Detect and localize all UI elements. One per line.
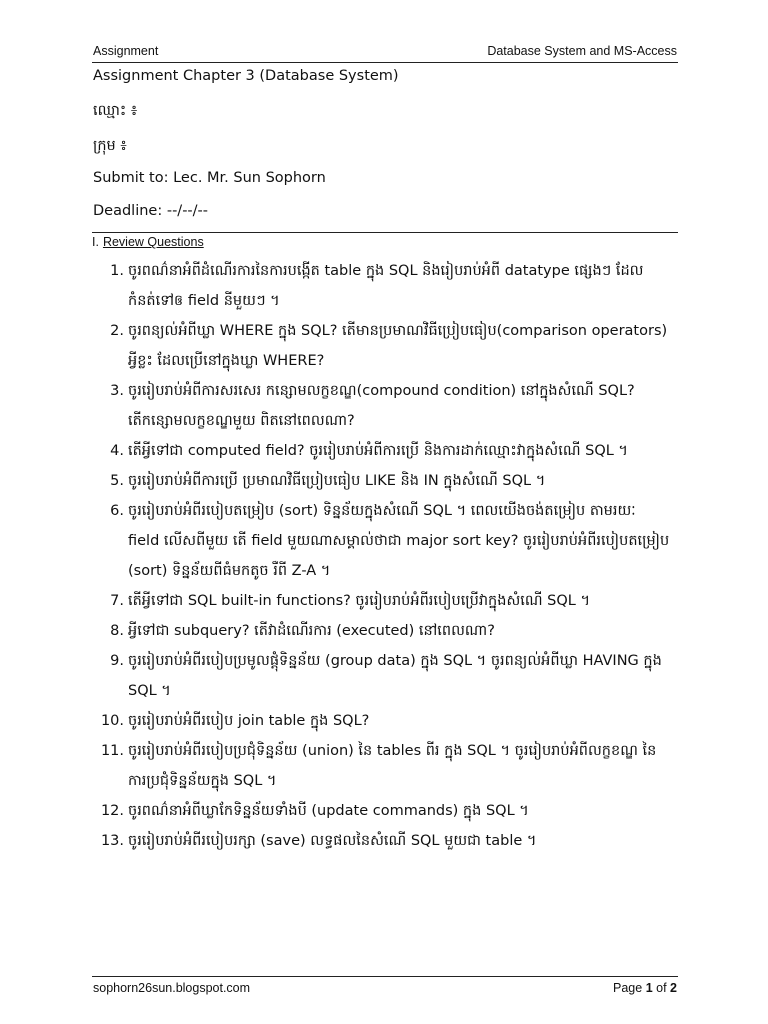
question-item	[0, 586, 670, 616]
question-text: ចូររៀបរាប់អំពីរបៀបប្រជុំទិន្នន័យ (union) នៃ tables ពីរ ក្នុង SQL ។ ចូររៀបរាប់អំពីលក្ខខណ្ឌ នៃការប្រជុំទិន្នន័យក្នុង SQL ។	[128, 743, 657, 789]
question-text: ចូរពណ៌នាអំពីដំណើរការនៃការបង្កើត table ក្នុង SQL និងរៀបរាប់អំពី datatype ផ្សេងៗ ដែលកំនត់ទៅឲ field នីមួយៗ ។	[128, 263, 644, 309]
question-number: 7.	[110, 593, 124, 609]
question-text: ចូររៀបរាប់អំពីរបៀបតម្រៀប (sort) ទិន្នន័យក្នុងសំណើ SQL ។ ពេលយើងចង់តម្រៀប តាមរយៈ field លើសពីមួយ តើ field មួយណាសម្គាល់ថាជា major sort key? ចូររៀបរាប់អំពីរបៀបតម្រៀប (sort) ទិន្នន័យពីធំមកតូច រឺពី Z-A ។	[128, 503, 670, 579]
question-text: តើអ្វីទៅជា SQL built-in functions? ចូររៀបរាប់អំពីរបៀបប្រើវាក្នុងសំណើ SQL ។	[128, 593, 591, 609]
page-header	[92, 42, 678, 63]
question-item	[0, 646, 670, 706]
question-number: 11.	[100, 743, 124, 759]
question-item	[0, 496, 670, 586]
question-number: 12.	[100, 803, 124, 819]
page-footer	[92, 976, 678, 999]
question-number: 10.	[100, 713, 124, 729]
question-number: 2.	[110, 323, 124, 339]
question-text: ចូររៀបរាប់អំពីរបៀប join table ក្នុង SQL?	[128, 713, 370, 729]
header-right: Database System and MS-Access	[487, 44, 677, 58]
name-label: ឈ្មោះ ៖	[93, 103, 138, 119]
question-item	[0, 616, 670, 646]
question-text: តើអ្វីទៅជា computed field? ចូររៀបរាប់អំពីការប្រើ និងការដាក់ឈ្មោះវាក្នុងសំណើ SQL ។	[128, 443, 628, 459]
question-number: 13.	[100, 833, 124, 849]
question-item	[0, 256, 670, 316]
footer-url: sophorn26sun.blogspot.com	[93, 981, 251, 995]
page-prefix: Page	[613, 981, 643, 995]
question-number: 4.	[110, 443, 124, 459]
deadline: Deadline: --/--/--	[93, 203, 209, 219]
page-total: 2	[670, 981, 677, 995]
question-text: ចូររៀបរាប់អំពីការប្រើ ប្រមាណវិធីប្រៀបធៀប LIKE និង IN ក្នុងសំណើ SQL ។	[128, 473, 546, 489]
question-item	[0, 316, 670, 376]
question-item	[0, 376, 670, 436]
question-text: ចូរពន្យល់អំពីឃ្លា WHERE ក្នុង SQL? តើមានប្រមាណវិធីប្រៀបធៀប(comparison operators) អ្វីខ្លះ ដែលប្រើនៅក្នុងឃ្លា WHERE?	[128, 323, 668, 369]
section-title: Review Questions	[102, 235, 204, 249]
question-number: 6.	[110, 503, 124, 519]
review-questions-list	[0, 256, 768, 856]
section-number: I.	[92, 235, 99, 249]
header-left: Assignment	[93, 44, 159, 58]
group-label: ក្រុម ៖	[93, 138, 127, 154]
question-text: ចូររៀបរាប់អំពីការសរសេរ កន្សោមលក្ខខណ្ឌ(compound condition) នៅក្នុងសំណើ SQL? តើកន្សោមលក្ខខណ្ឌមួយ ពិតនៅពេលណា?	[128, 383, 635, 429]
question-item	[0, 706, 670, 736]
question-text: ចូររៀបរាប់អំពីរបៀបរក្សា (save) លទ្ធផលនៃសំណើ SQL មួយជា table ។	[128, 833, 537, 849]
assignment-title: Assignment Chapter 3 (Database System)	[93, 68, 399, 84]
question-item	[0, 466, 670, 496]
question-text: ចូរពណ៌នាអំពីឃ្លាកែទិន្នន័យទាំងបី (update commands) ក្នុង SQL ។	[128, 803, 529, 819]
submit-to: Submit to: Lec. Mr. Sun Sophorn	[93, 170, 326, 186]
question-number: 3.	[110, 383, 124, 399]
section-divider	[92, 232, 678, 233]
question-text: អ្វីទៅជា subquery? តើវាដំណើរការ (executed) នៅពេលណា?	[128, 623, 495, 639]
question-number: 8.	[110, 623, 124, 639]
section-heading	[92, 235, 204, 249]
question-number: 9.	[110, 653, 124, 669]
question-item	[0, 436, 670, 466]
page-number	[613, 981, 677, 995]
question-number: 5.	[110, 473, 124, 489]
question-item	[0, 736, 670, 796]
question-item	[0, 826, 670, 856]
question-number: 1.	[110, 263, 124, 279]
page-of: of	[656, 981, 667, 995]
question-text: ចូររៀបរាប់អំពីរបៀបប្រមូលផ្តុំទិន្នន័យ (group data) ក្នុង SQL ។ ចូរពន្យល់អំពីឃ្លា HAVING ក្នុង SQL ។	[128, 653, 662, 699]
page-current: 1	[645, 981, 653, 995]
question-item	[0, 796, 670, 826]
